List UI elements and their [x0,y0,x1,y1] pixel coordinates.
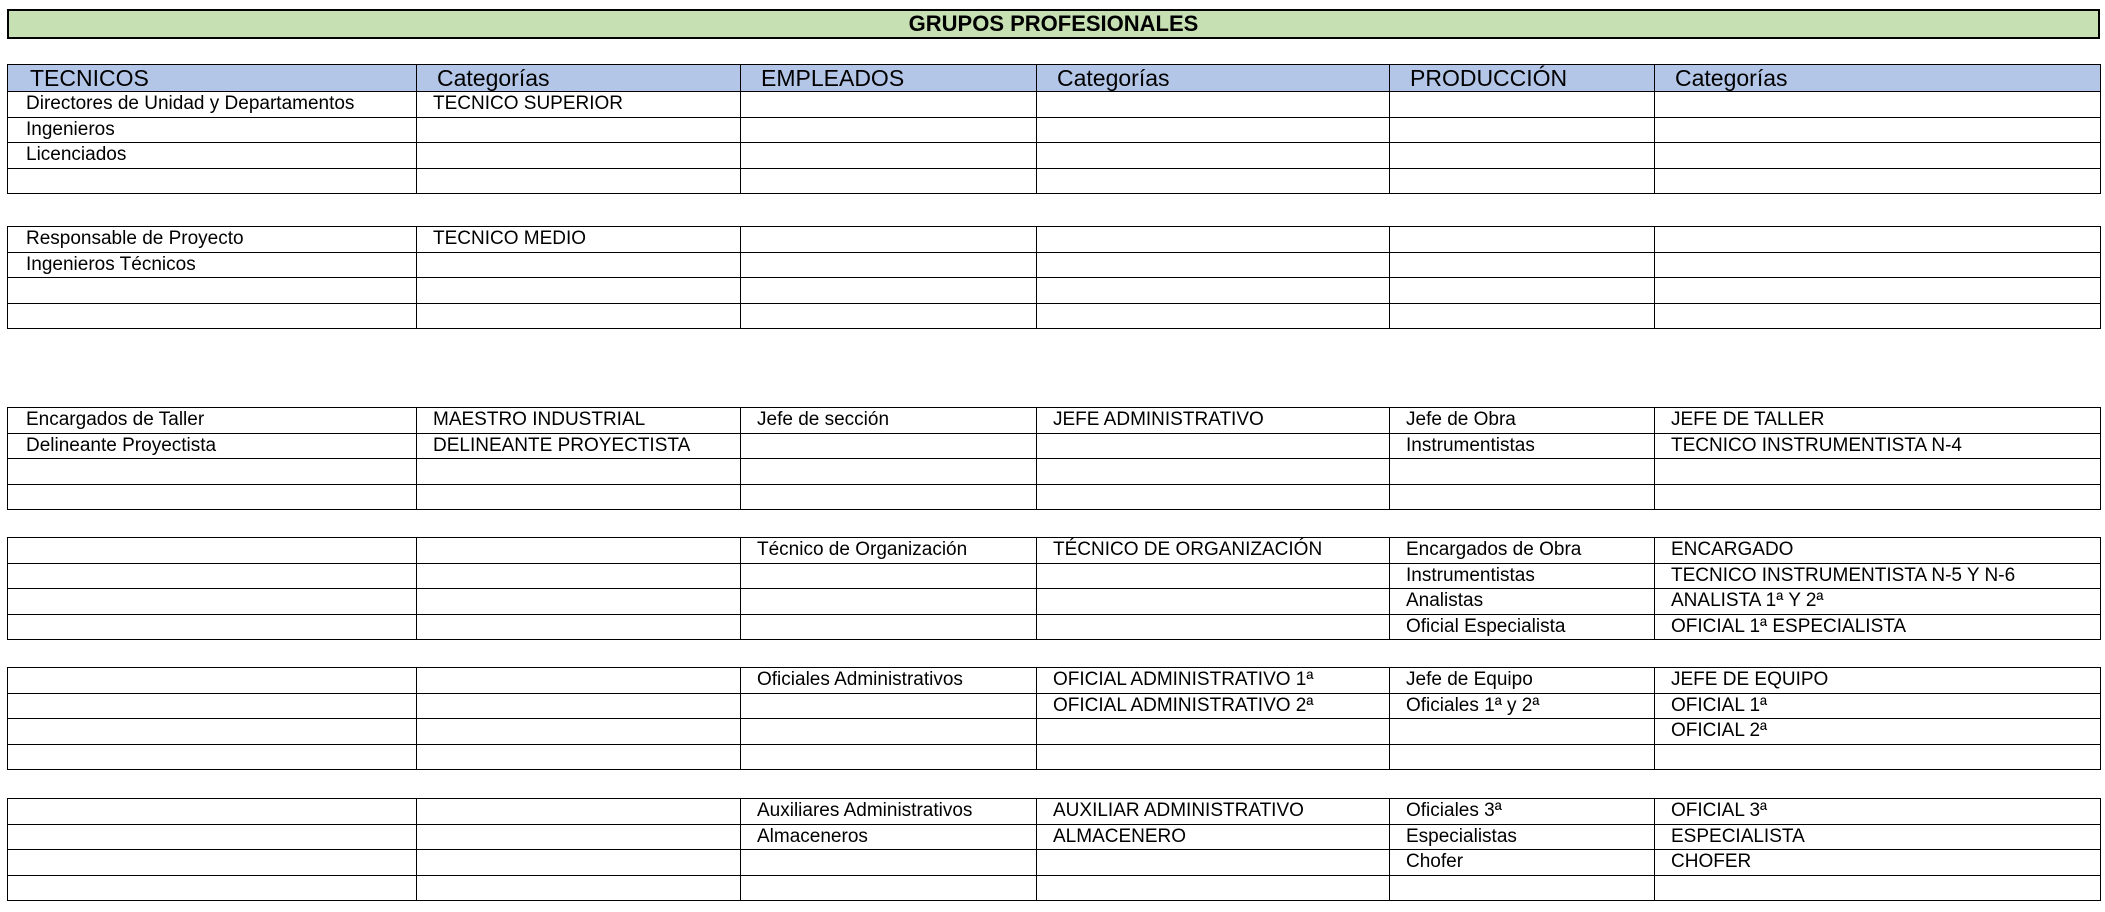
table-cell[interactable] [741,433,1037,459]
table-cell[interactable] [8,278,417,304]
table-cell[interactable] [741,563,1037,589]
table-cell[interactable]: Analistas [1390,589,1655,615]
table-cell[interactable] [741,143,1037,169]
table-cell[interactable] [8,168,417,194]
table-cell[interactable] [1037,589,1390,615]
table-cell[interactable] [1390,875,1655,901]
table-cell[interactable] [8,693,417,719]
table-cell[interactable] [1655,227,2101,253]
table-cell[interactable] [1037,117,1390,143]
table-row [8,563,2101,589]
table-cell[interactable] [417,168,741,194]
table-cell[interactable] [741,875,1037,901]
table-cell[interactable] [1037,484,1390,510]
table-cell[interactable] [1037,227,1390,253]
table-cell[interactable] [8,459,417,485]
table-cell[interactable] [1037,252,1390,278]
table-cell[interactable] [1390,168,1655,194]
table-cell[interactable] [1390,92,1655,118]
table-row [8,719,2101,745]
header-cell[interactable]: EMPLEADOS [741,65,1037,92]
table-cell[interactable] [8,719,417,745]
table-cell[interactable]: CHOFER [1655,850,2101,876]
table-cell[interactable]: Oficiales Administrativos [741,668,1037,694]
table-cell[interactable]: Ingenieros [8,117,417,143]
table-cell[interactable] [741,614,1037,640]
table-cell[interactable] [417,850,741,876]
table-cell[interactable]: Responsable de Proyecto [8,227,417,253]
table-cell[interactable] [1390,484,1655,510]
table-cell[interactable] [1037,168,1390,194]
table-cell[interactable] [741,227,1037,253]
table-cell[interactable] [417,799,741,825]
table-cell[interactable]: Oficiales 3ª [1390,799,1655,825]
table-cell[interactable]: Encargados de Obra [1390,538,1655,564]
table-cell[interactable] [417,303,741,329]
table-cell[interactable]: TECNICO INSTRUMENTISTA N-5 Y N-6 [1655,563,2101,589]
table-cell[interactable] [8,538,417,564]
table-cell[interactable]: Jefe de Equipo [1390,668,1655,694]
table-cell[interactable]: TECNICO MEDIO [417,227,741,253]
table-cell[interactable] [417,459,741,485]
table-cell[interactable] [741,484,1037,510]
grid-block-level-4 [7,537,2101,640]
table-cell[interactable]: JEFE DE EQUIPO [1655,668,2101,694]
table-cell[interactable] [1037,278,1390,304]
table-cell[interactable]: Especialistas [1390,824,1655,850]
table-cell[interactable]: JEFE DE TALLER [1655,408,2101,434]
table-cell[interactable] [417,589,741,615]
table-row [8,614,2101,640]
table-cell[interactable]: Oficial Especialista [1390,614,1655,640]
table-cell[interactable] [741,92,1037,118]
table-cell[interactable]: JEFE ADMINISTRATIVO [1037,408,1390,434]
table-cell[interactable]: OFICIAL 1ª [1655,693,2101,719]
table-cell[interactable] [417,538,741,564]
table-cell[interactable] [741,744,1037,770]
table-cell[interactable] [417,143,741,169]
table-cell[interactable] [741,459,1037,485]
table-cell[interactable] [741,117,1037,143]
table-cell[interactable]: Instrumentistas [1390,433,1655,459]
table-row [8,92,2101,118]
table-row [8,875,2101,901]
table-cell[interactable] [741,278,1037,304]
table-row [8,143,2101,169]
header-cell[interactable]: PRODUCCIÓN [1390,65,1655,92]
header-cell[interactable]: Categorías [417,65,741,92]
table-cell[interactable] [8,850,417,876]
table-row [8,668,2101,694]
table-cell[interactable] [8,875,417,901]
table-cell[interactable]: AUXILIAR ADMINISTRATIVO [1037,799,1390,825]
header-cell[interactable]: TECNICOS [8,65,417,92]
table-cell[interactable] [417,117,741,143]
table-cell[interactable] [1390,303,1655,329]
table-cell[interactable]: Licenciados [8,143,417,169]
table-cell[interactable] [1037,433,1390,459]
grid-block-technical-medium [7,226,2101,329]
table-cell[interactable]: TECNICO INSTRUMENTISTA N-4 [1655,433,2101,459]
table-cell[interactable]: ANALISTA 1ª Y 2ª [1655,589,2101,615]
header-cell[interactable]: Categorías [1037,65,1390,92]
sheet-title: GRUPOS PROFESIONALES [7,9,2100,39]
table-cell[interactable] [1037,92,1390,118]
table-cell[interactable] [1390,459,1655,485]
table-cell[interactable]: MAESTRO INDUSTRIAL [417,408,741,434]
table-cell[interactable] [417,252,741,278]
table-row [8,799,2101,825]
table-cell[interactable] [8,484,417,510]
table-cell[interactable]: ENCARGADO [1655,538,2101,564]
table-row [8,538,2101,564]
grid-block-level-3 [7,407,2101,510]
table-cell[interactable]: TECNICO SUPERIOR [417,92,741,118]
table-cell[interactable]: Jefe de Obra [1390,408,1655,434]
table-row [8,433,2101,459]
table-cell[interactable] [1037,719,1390,745]
table-cell[interactable] [417,563,741,589]
table-cell[interactable] [8,824,417,850]
table-row [8,408,2101,434]
table-cell[interactable]: DELINEANTE PROYECTISTA [417,433,741,459]
table-row [8,278,2101,304]
table-cell[interactable] [1390,719,1655,745]
table-cell[interactable] [1655,875,2101,901]
table-row [8,824,2101,850]
table-cell[interactable] [8,614,417,640]
table-cell[interactable] [1037,303,1390,329]
table-cell[interactable] [1655,252,2101,278]
table-cell[interactable] [1655,278,2101,304]
table-cell[interactable]: OFICIAL ADMINISTRATIVO 1ª [1037,668,1390,694]
grid-block-technical-superior [7,64,2101,194]
table-cell[interactable] [1655,459,2101,485]
table-cell[interactable]: OFICIAL ADMINISTRATIVO 2ª [1037,693,1390,719]
grid-block-level-6 [7,798,2101,901]
table-cell[interactable] [8,589,417,615]
table-cell[interactable]: Directores de Unidad y Departamentos [8,92,417,118]
table-cell[interactable] [417,484,741,510]
table-row [8,850,2101,876]
table-row [8,693,2101,719]
table-cell[interactable] [1390,117,1655,143]
header-cell[interactable]: Categorías [1655,65,2101,92]
table-cell[interactable] [8,303,417,329]
table-row [8,589,2101,615]
table-cell[interactable]: TÉCNICO DE ORGANIZACIÓN [1037,538,1390,564]
table-cell[interactable]: Jefe de sección [741,408,1037,434]
table-cell[interactable] [417,278,741,304]
table-cell[interactable]: Oficiales 1ª y 2ª [1390,693,1655,719]
table-cell[interactable]: OFICIAL 2ª [1655,719,2101,745]
table-cell[interactable] [1655,92,2101,118]
table-row [8,227,2101,253]
table-row [8,744,2101,770]
table-cell[interactable] [8,668,417,694]
table-cell[interactable] [1655,168,2101,194]
table-cell[interactable] [1390,744,1655,770]
table-cell[interactable] [1037,459,1390,485]
table-cell[interactable]: OFICIAL 3ª [1655,799,2101,825]
table-cell[interactable] [741,252,1037,278]
table-cell[interactable] [741,693,1037,719]
header-row [8,65,2101,92]
table-cell[interactable]: Auxiliares Administrativos [741,799,1037,825]
table-cell[interactable] [417,719,741,745]
table-cell[interactable]: Chofer [1390,850,1655,876]
table-cell[interactable] [1655,484,2101,510]
table-cell[interactable] [417,614,741,640]
table-cell[interactable] [1390,278,1655,304]
table-cell[interactable] [417,875,741,901]
table-cell[interactable]: ALMACENERO [1037,824,1390,850]
table-cell[interactable]: ESPECIALISTA [1655,824,2101,850]
table-cell[interactable]: OFICIAL 1ª ESPECIALISTA [1655,614,2101,640]
table-cell[interactable] [1390,252,1655,278]
table-cell[interactable] [417,824,741,850]
table-cell[interactable]: Encargados de Taller [8,408,417,434]
table-row [8,252,2101,278]
table-cell[interactable] [1655,117,2101,143]
table-cell[interactable] [1390,143,1655,169]
table-cell[interactable]: Delineante Proyectista [8,433,417,459]
table-cell[interactable] [8,799,417,825]
table-row [8,117,2101,143]
table-cell[interactable]: Ingenieros Técnicos [8,252,417,278]
table-cell[interactable] [1655,143,2101,169]
table-cell[interactable]: Almaceneros [741,824,1037,850]
table-cell[interactable] [1655,303,2101,329]
table-cell[interactable] [417,693,741,719]
table-cell[interactable] [741,168,1037,194]
table-cell[interactable] [1037,614,1390,640]
table-cell[interactable] [741,719,1037,745]
table-cell[interactable] [741,850,1037,876]
table-cell[interactable] [8,744,417,770]
table-cell[interactable] [1037,875,1390,901]
table-cell[interactable] [741,589,1037,615]
table-cell[interactable] [741,303,1037,329]
table-cell[interactable] [1037,143,1390,169]
table-row [8,459,2101,485]
table-cell[interactable]: Técnico de Organización [741,538,1037,564]
table-cell[interactable] [1390,227,1655,253]
table-cell[interactable] [417,668,741,694]
table-cell[interactable] [1037,563,1390,589]
table-cell[interactable]: Instrumentistas [1390,563,1655,589]
table-cell[interactable] [417,744,741,770]
table-row [8,484,2101,510]
table-row [8,303,2101,329]
table-cell[interactable] [1655,744,2101,770]
table-cell[interactable] [1037,744,1390,770]
table-row [8,168,2101,194]
table-cell[interactable] [8,563,417,589]
grid-block-level-5 [7,667,2101,770]
table-cell[interactable] [1037,850,1390,876]
